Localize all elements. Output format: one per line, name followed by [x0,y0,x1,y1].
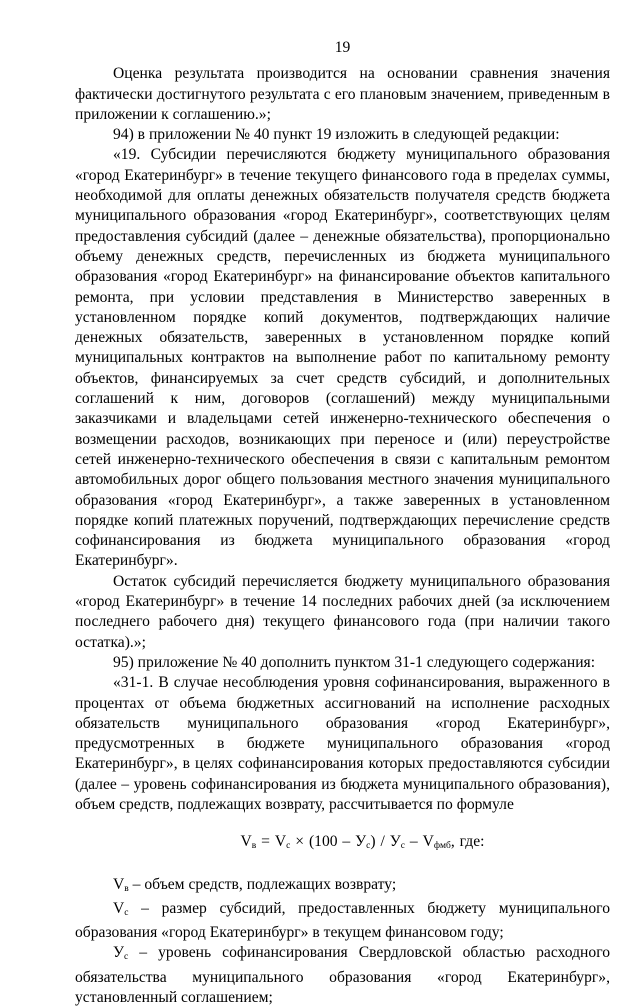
paragraph-item-94: 94) в приложении № 40 пункт 19 изложить в следующей редакции: [113,126,560,144]
paragraph-subsidy-remainder: Остаток субсидий перечисляется бюджету муниципального образования «город Екатеринбург» в течение 14 последних рабочих дней (за исключением последнего рабочего дня) текущего финансового года (при наличии такого остатка).»; [75,572,610,651]
paragraph-item-95: 95) приложение № 40 дополнить пунктом 31-1 следующего содержания: [113,653,596,671]
paragraph-point-19: «19. Субсидии перечисляются бюджету муниципального образования «город Екатеринбург» в течение текущего финансового года в пределах суммы, необходимой для оплаты денежных обязательств получателя средств бюджета муниципального образования «город Екатеринбург», соответствующих целям предоставления субсидий (далее – денежные обязательства), пропорционально объему денежных средств, перечисленных из бюджета муниципального образования «город Екатеринбург» на финансирование объектов капитального ремонта, при условии представления в Министерство заверенных в установленном порядке копий документов, подтверждающих наличие денежных обязательств, заверенных в установленном порядке копий муниципальных контрактов на выполнение работ по капитальному ремонту объектов, финансируемых за счет средств субсидий, и дополнительных соглашений к ним, договоров (соглашений) между муниципальными заказчиками и владельцами сетей инженерно-технического обеспечения о возмещении расходов, возникающих при переносе и (или) переустройстве сетей инженерно-технического обеспечения в связи с капитальным ремонтом автомобильных дорог общего пользования местного значения муниципального образования «город Екатеринбург», а также заверенных в установленном порядке копий платежных поручений, подтверждающих перечисление средств софинансирования из бюджета муниципального образования «город Екатеринбург». [75,146,610,570]
refund-formula: $V_в = V_с \times (100 - У_с) / У_с - V_{фмб}$, где: [240,833,485,852]
definition-vc: $V_с$ – размер субсидий, предоставленных бюджету муниципального образования «город Екатеринбург» в текущем финансовом году; [75,899,610,942]
paragraph-result-evaluation: Оценка результата производится на основании сравнения значения фактически достигнутого результата с его плановым значением, приведенным в приложении к соглашению.»; [75,65,610,123]
page-number: 19 [334,39,351,56]
definition-uc: $У_с$ – уровень софинансирования Свердловской областью расходного обязательства муниципального образования «город Екатеринбург», установленный соглашением; [75,944,610,1007]
definition-vv: $V_в$ – объем средств, подлежащих возврату; [113,875,397,894]
document-page [75,38,610,1008]
paragraph-point-31-1: «31-1. В случае несоблюдения уровня софинансирования, выраженного в процентах от объема бюджетных ассигнований на исполнение расходных обязательств муниципального образования «город Екатеринбург», предусмотренных в бюджете муниципального образования «город Екатеринбург», в целях софинансирования которых предоставляются субсидии (далее – уровень софинансирования из бюджета муниципального образования), объем средств, подлежащих возврату, рассчитывается по формуле [75,674,610,813]
